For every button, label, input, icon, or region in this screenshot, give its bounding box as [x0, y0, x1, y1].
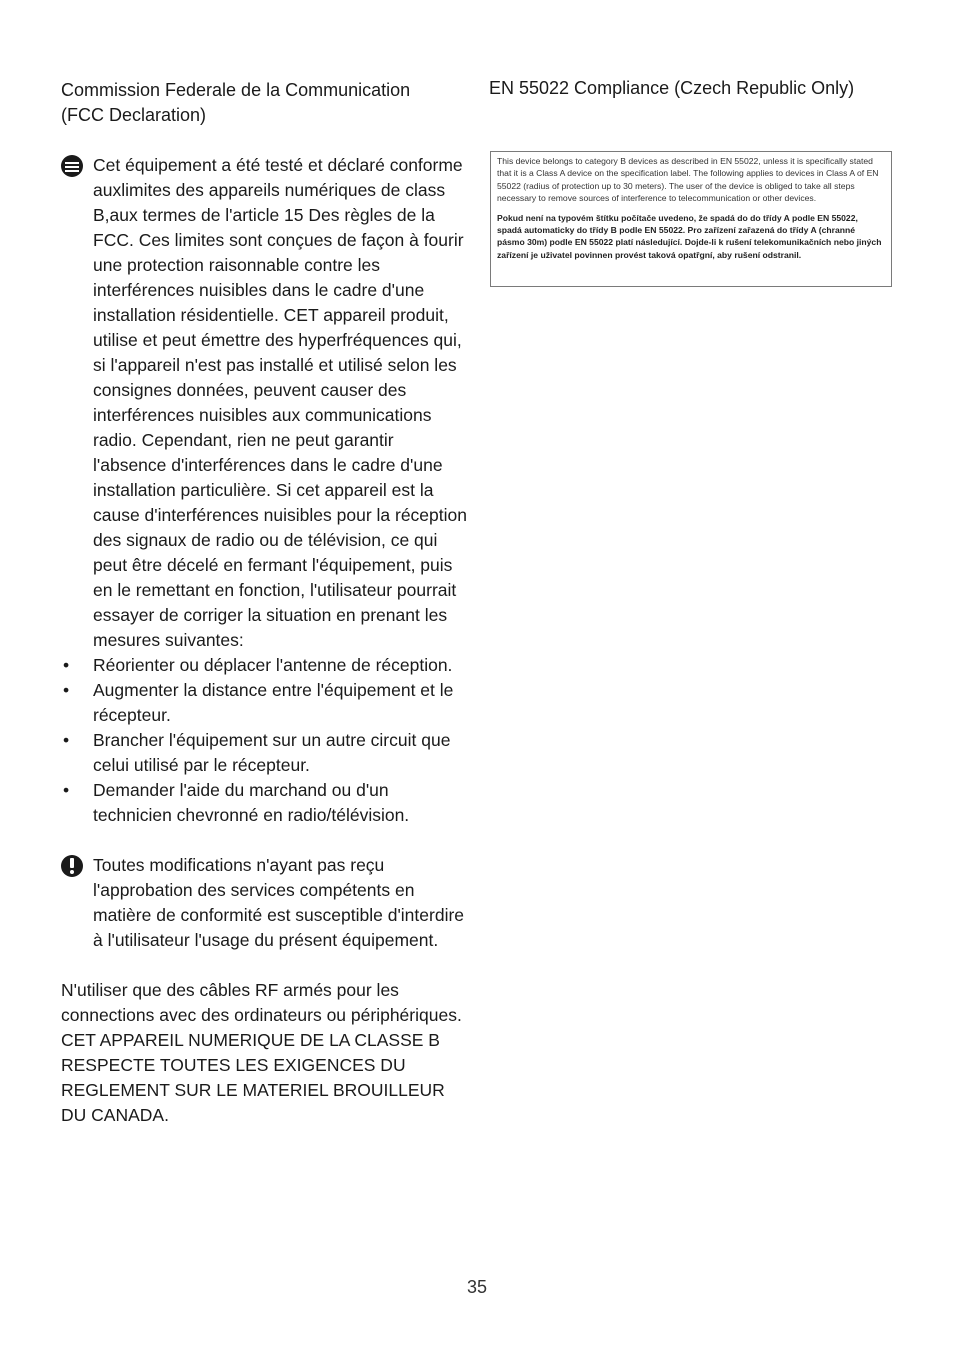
en55022-notice-box [490, 151, 892, 287]
canada-notice [61, 978, 471, 1128]
en55022-czech-text: Pokud není na typovém štítku počítače uvedeno, že spadá do do třídy A podle EN 55022, spadá automaticky do třídy B podle EN 55022. Pro zařízení zařazená do třídy A (chranné pásmo 30m) podle EN 55022 platí následující. Dojde-li k rušení telekomunikačních nebo jiných zařízení je uživatel povinnen provést taková opatřgní, aby rušení odstranil. [497, 212, 882, 260]
fcc-note-text: Cet équipement a été testé et déclaré conforme auxlimites des appareils numériques de class B,aux termes de l'article 15 Des règles de la FCC. Ces limites sont conçues de façon à fourir une protection raisonnable contre les interférences nuisibles dans le cadre d'une installation résidentielle. CET appareil produit, utilise et peut émettre des hyperfréquences qui, si l'appareil n'est pas installé et utilisé selon les consignes données, peuvent causer des interférences nuisibles aux communications radio. Cependant, rien ne peut garantir l'absence d'interférences dans le cadre d'une installation particulière. Si cet appareil est la cause d'interférences nuisibles pour la réception des signaux de radio ou de télévision, ce qui peut être décelé en fermant l'équipement, puis en le remettant en fonction, l'utilisateur pourrait essayer de corriger la situation en prenant les mesures suivantes: [93, 155, 467, 650]
fcc-heading [61, 78, 471, 128]
modification-warning-text: Toutes modifications n'ayant pas reçu l'approbation des services compétents en matière de conformité est susceptible d'interdire à l'utilisateur l'usage du présent équipement. [93, 855, 465, 950]
fcc-heading-line2: (FCC Declaration) [61, 105, 207, 125]
list-item: • Brancher l'équipement sur un autre circuit que celui utilisé par le récepteur. [61, 728, 471, 778]
warning-icon [61, 855, 83, 877]
note-icon [61, 155, 83, 177]
list-item: • Demander l'aide du marchand ou d'un technicien chevronné en radio/télévision. [61, 778, 471, 828]
fcc-heading-line1: Commission Federale de la Communication [61, 80, 411, 100]
canada-class-b-text: CET APPAREIL NUMERIQUE DE LA CLASSE B RESPECTE TOUTES LES EXIGENCES DU REGLEMENT SUR LE MATERIEL BROUILLEUR DU CANADA. [61, 1030, 445, 1125]
modification-warning [61, 853, 471, 953]
rf-cables-text: N'utiliser que des câbles RF armés pour les connections avec des ordinateurs ou périphériques. [61, 980, 462, 1025]
right-column [489, 76, 889, 101]
en55022-heading: EN 55022 Compliance (Czech Republic Only) [489, 78, 855, 98]
list-item: • Augmenter la distance entre l'équipement et le récepteur. [61, 678, 471, 728]
list-item: • Réorienter ou déplacer l'antenne de réception. [61, 653, 471, 678]
fcc-note [61, 153, 471, 653]
page-number: 35 [466, 1277, 488, 1297]
left-column [61, 78, 471, 1128]
en55022-english-text: This device belongs to category B devices as described in EN 55022, unless it is specifically stated that it is a Class A device on the specification label. The following applies to devices in Class A of EN 55022 (radius of protection up to 30 meters). The user of the device is obliged to take all steps necessary to remove sources of interference to telecommunication or other devices. [497, 156, 879, 204]
remedy-list [61, 653, 471, 828]
